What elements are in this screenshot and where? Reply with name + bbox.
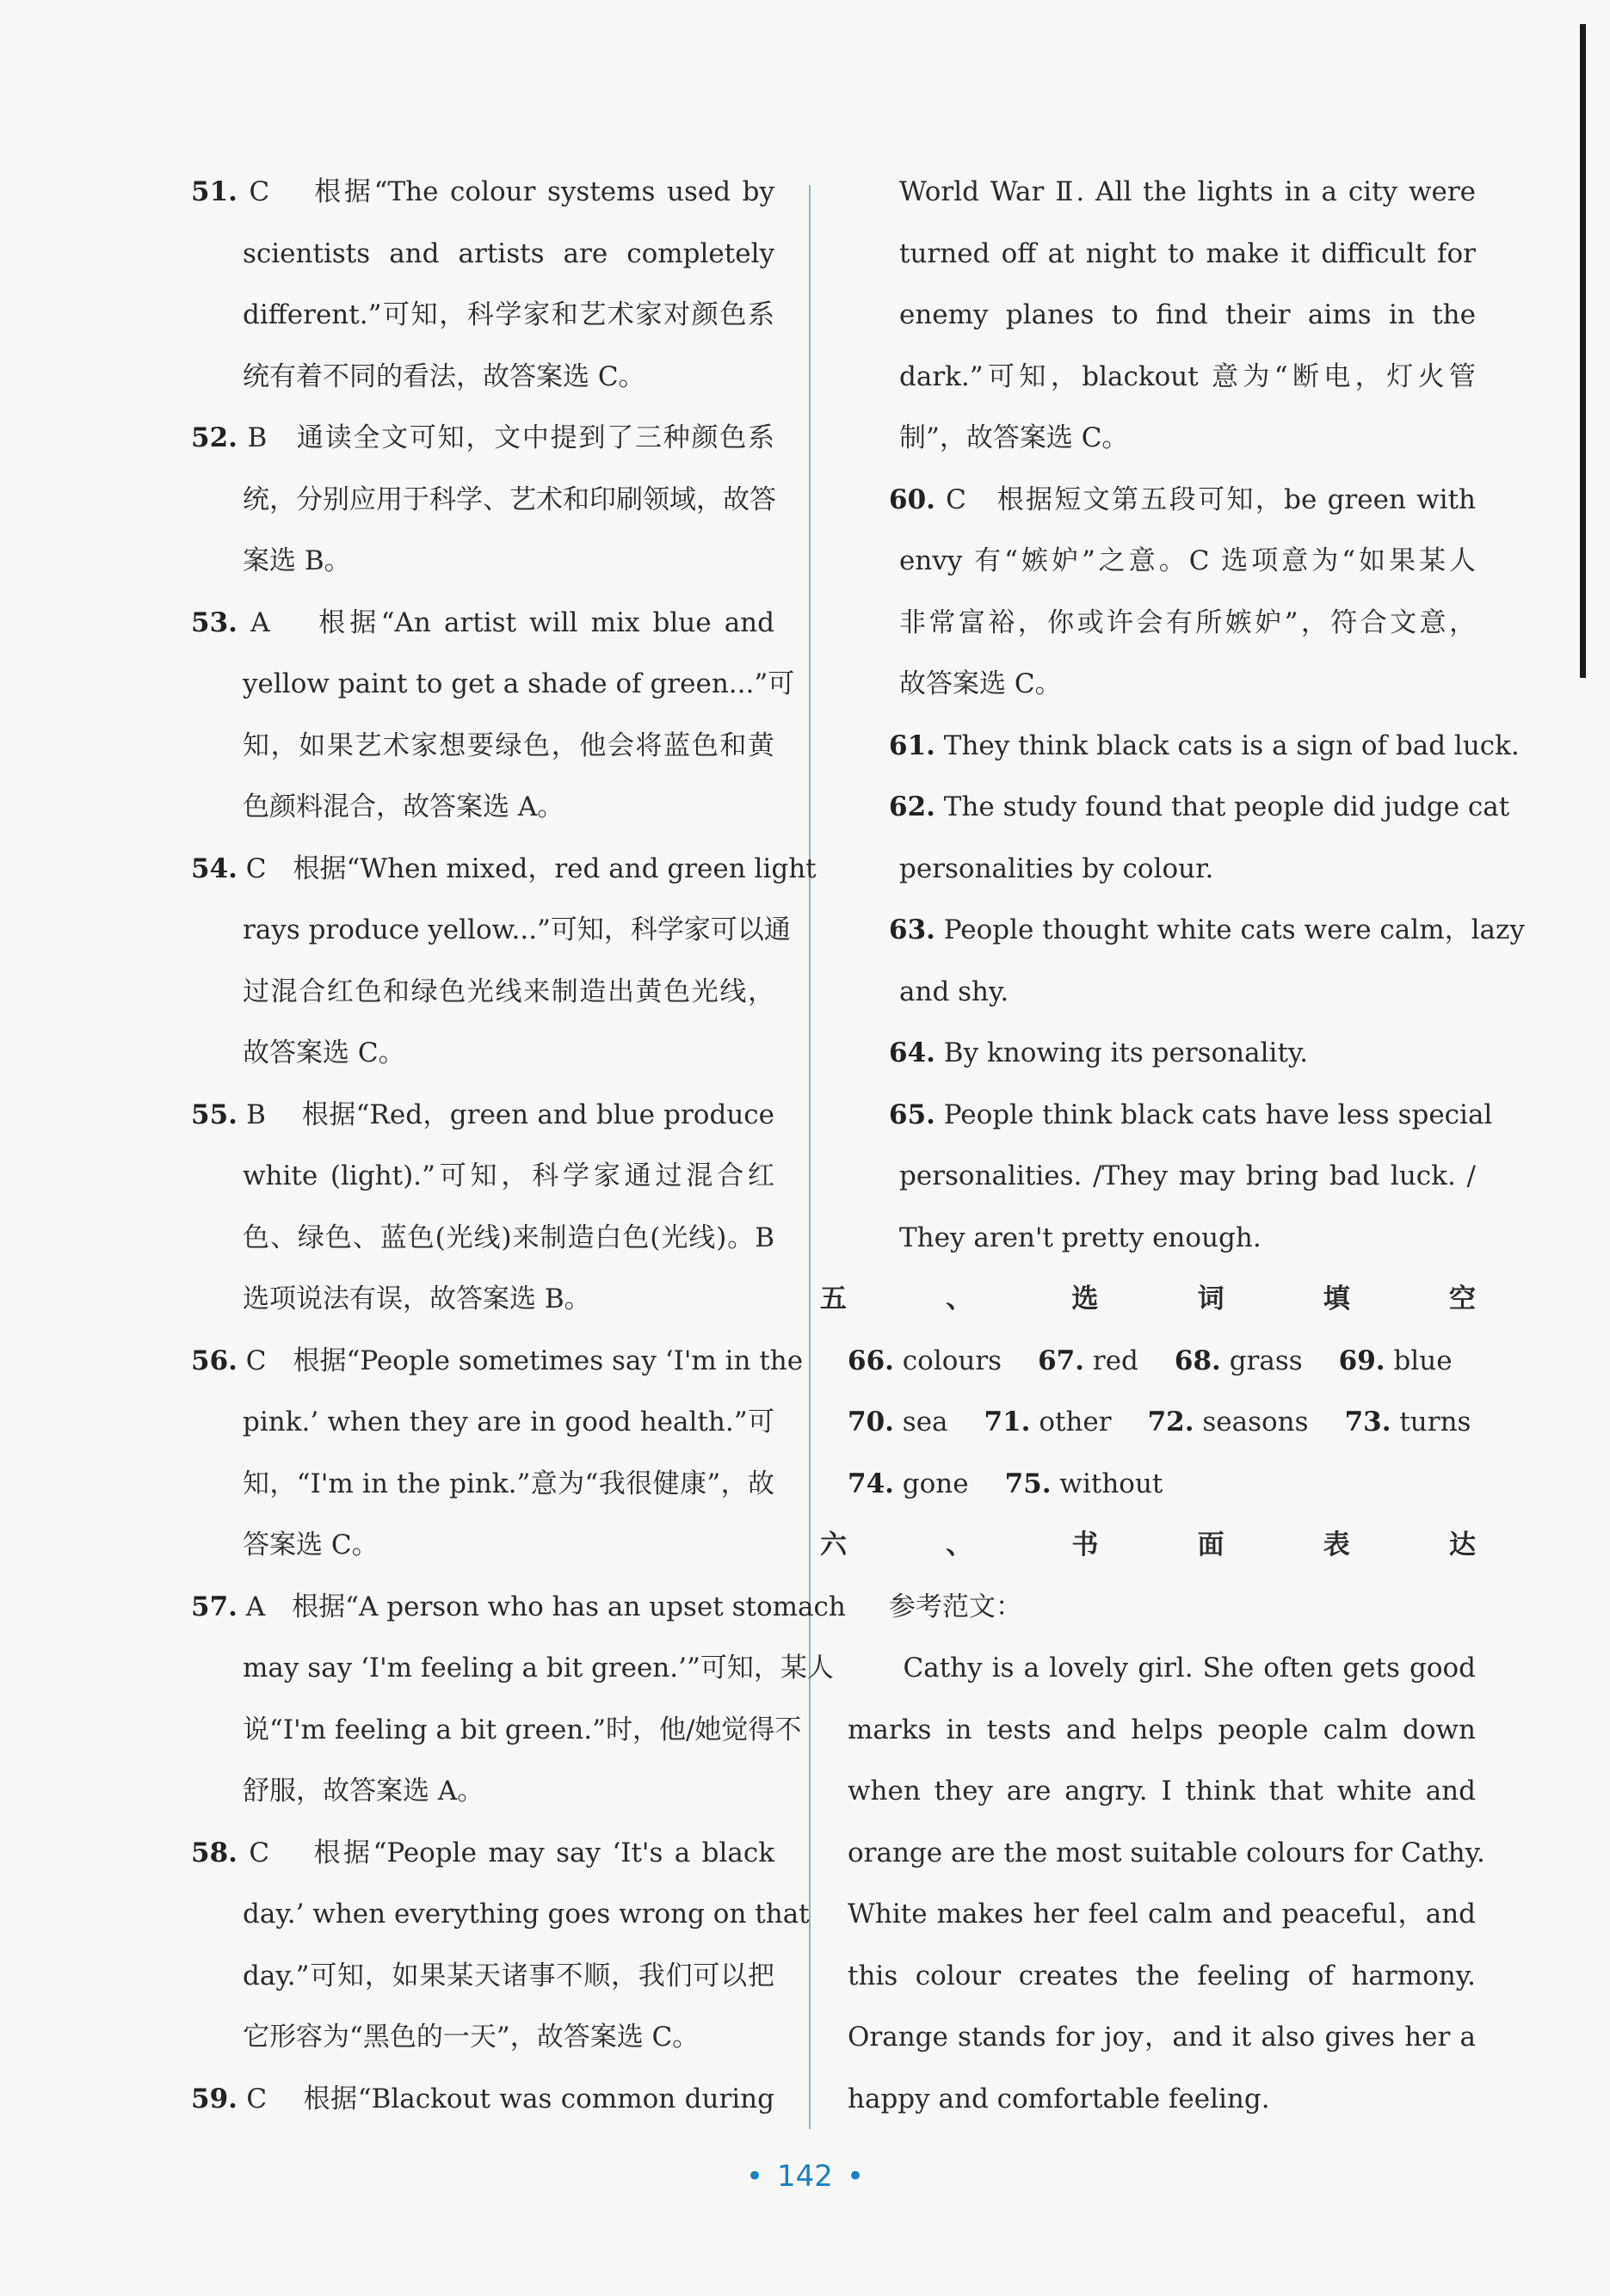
essay-line: marks in tests and helps people calm down xyxy=(848,1714,1476,1745)
line-text: B 通读全文可知，文中提到了三种颜色系 xyxy=(237,422,774,453)
line-text: envy 有“嫉妒”之意。C 选项意为“如果某人 xyxy=(899,545,1476,576)
text-line xyxy=(191,1700,802,1762)
line-text: C 根据“People may say ‘It's a black xyxy=(237,1837,774,1868)
line-text: dark.”可知，blackout 意为“断电，灯火管 xyxy=(899,360,1476,392)
line-text: World War Ⅱ. All the lights in a city were xyxy=(899,176,1476,207)
model-essay xyxy=(848,1638,1485,2130)
section-title-5: 五、选词填空 xyxy=(820,1283,1476,1314)
essay-line: Cathy is a lovely girl. She often gets good xyxy=(848,1653,1476,1684)
text-line xyxy=(191,2069,774,2131)
line-text: pink.’ when they are in good health.”可 xyxy=(243,1407,774,1437)
question-number: 62. xyxy=(889,791,935,822)
text-line xyxy=(191,531,774,593)
word-bank-answers xyxy=(848,1331,1476,1516)
answer-word: sea xyxy=(893,1407,948,1437)
question-number: 53. xyxy=(191,606,237,638)
line-text: 过混合红色和绿色光线来制造出黄色光线， xyxy=(243,976,774,1007)
line-text: different.”可知，科学家和艺术家对颜色系 xyxy=(243,299,774,330)
question-number: 70. xyxy=(848,1407,894,1437)
line-text: 色颜料混合，故答案选 A。 xyxy=(243,791,564,822)
word-bank-item xyxy=(1148,1392,1309,1454)
question-number: 52. xyxy=(191,422,237,453)
page-number-text: 142 xyxy=(777,2159,833,2194)
word-bank-item xyxy=(848,1454,969,1516)
line-text: scientists and artists are completely xyxy=(243,237,774,269)
text-line xyxy=(191,224,774,286)
text-line xyxy=(191,1269,774,1331)
text-line xyxy=(191,408,774,470)
text-line xyxy=(848,1146,1476,1208)
answer-word: seasons xyxy=(1194,1407,1309,1437)
line-text: 色、绿色、蓝色(光线)来制造白色(光线)。B xyxy=(243,1222,774,1253)
text-line xyxy=(191,1884,810,1946)
word-bank-item xyxy=(1005,1454,1163,1516)
word-bank-item xyxy=(1175,1331,1303,1393)
question-number: 56. xyxy=(191,1345,237,1376)
line-text: 它形容为“黑色的一天”，故答案选 C。 xyxy=(243,2022,700,2053)
text-line xyxy=(848,1023,1476,1085)
line-text: 知，如果艺术家想要绿色，他会将蓝色和黄 xyxy=(243,729,774,761)
text-line xyxy=(191,1638,834,1700)
line-text: 非常富裕，你或许会有所嫉妒”，符合文意， xyxy=(899,606,1476,638)
page-number: • 142 • xyxy=(745,2159,865,2194)
essay-line: Orange stands for joy，and it also gives her a xyxy=(848,2022,1476,2053)
line-text: C 根据“The colour systems used by xyxy=(237,176,774,207)
text-line xyxy=(848,593,1476,655)
text-line xyxy=(191,1823,774,1885)
line-text: 舒服，故答案选 A。 xyxy=(243,1776,484,1807)
question-number: 59. xyxy=(191,2083,237,2114)
line-text: 故答案选 C。 xyxy=(243,1037,405,1068)
line-text: A 根据“An artist will mix blue and xyxy=(237,606,774,638)
line-text: C 根据“Blackout was common during xyxy=(237,2083,774,2114)
reference-label: 参考范文： xyxy=(889,1591,1022,1622)
line-text: C 根据“People sometimes say ‘I'm in the xyxy=(237,1345,804,1376)
text-line xyxy=(191,1946,774,2008)
question-number: 54. xyxy=(191,853,237,884)
question-number: 66. xyxy=(848,1345,894,1376)
answer-word: red xyxy=(1084,1345,1138,1376)
line-text: C 根据“When mixed，red and green light xyxy=(237,853,817,884)
edge-bar xyxy=(1580,24,1586,678)
text-line xyxy=(848,531,1476,593)
question-number: 67. xyxy=(1038,1345,1085,1376)
text-line xyxy=(848,900,1525,962)
word-bank-item xyxy=(848,1331,1002,1393)
essay-line: this colour creates the feeling of harmony. xyxy=(848,1960,1476,1991)
question-number: 72. xyxy=(1147,1407,1194,1437)
word-bank-row xyxy=(848,1392,1476,1454)
line-text: personalities. /They may bring bad luck. / xyxy=(899,1160,1476,1191)
question-number: 65. xyxy=(889,1099,935,1130)
line-text: 案选 B。 xyxy=(243,545,351,576)
essay-line: when they are angry. I think that white and xyxy=(848,1776,1476,1807)
question-number: 73. xyxy=(1344,1407,1391,1437)
line-text: may say ‘I'm feeling a bit green.’”可知，某人 xyxy=(243,1653,834,1684)
word-bank-row xyxy=(848,1454,1476,1516)
line-text: and shy. xyxy=(899,976,1009,1007)
line-text: B 根据“Red，green and blue produce xyxy=(237,1099,774,1130)
line-text: 答案选 C。 xyxy=(243,1530,379,1560)
question-number: 69. xyxy=(1338,1345,1385,1376)
line-text: By knowing its personality. xyxy=(935,1037,1309,1068)
text-line xyxy=(191,2007,774,2069)
question-number: 60. xyxy=(889,483,935,515)
text-line xyxy=(848,1085,1493,1147)
line-text: C 根据短文第五段可知，be green with xyxy=(935,483,1476,515)
text-line xyxy=(848,962,1476,1024)
line-text: 统有着不同的看法，故答案选 C。 xyxy=(243,360,645,392)
answer-word: blue xyxy=(1385,1345,1453,1376)
text-line xyxy=(848,408,1476,470)
answer-word: gone xyxy=(893,1468,969,1499)
line-text: 统，分别应用于科学、艺术和印刷领域，故答 xyxy=(243,483,776,515)
text-line xyxy=(848,654,1476,716)
text-line xyxy=(848,224,1476,286)
text-line xyxy=(191,839,817,901)
text-line xyxy=(191,347,774,409)
essay-line: orange are the most suitable colours for Cathy. xyxy=(848,1837,1485,1868)
line-text: enemy planes to find their aims in the xyxy=(899,299,1476,330)
question-number: 75. xyxy=(1004,1468,1052,1499)
text-line xyxy=(848,777,1510,839)
text-line xyxy=(191,470,774,532)
question-number: 64. xyxy=(889,1037,935,1068)
text-line xyxy=(191,777,774,839)
text-line xyxy=(191,1577,846,1639)
text-line xyxy=(191,900,791,962)
word-bank-item xyxy=(1345,1392,1471,1454)
text-line xyxy=(191,1023,774,1085)
line-text: 选项说法有误，故答案选 B。 xyxy=(243,1283,591,1314)
left-column xyxy=(191,162,846,2130)
text-line xyxy=(848,1208,1476,1270)
line-text: yellow paint to get a shade of green...”可 xyxy=(243,668,795,699)
line-text: People think black cats have less special xyxy=(935,1099,1493,1130)
answer-word: grass xyxy=(1220,1345,1303,1376)
word-bank-item xyxy=(984,1392,1112,1454)
line-text: day.’ when everything goes wrong on that xyxy=(243,1899,810,1930)
question-number: 58. xyxy=(191,1837,237,1868)
section-title-6: 六、书面表达 xyxy=(820,1530,1476,1560)
line-text: They think black cats is a sign of bad luck. xyxy=(935,729,1520,761)
text-line xyxy=(191,716,774,778)
word-bank-item xyxy=(1038,1331,1138,1393)
line-text: The study found that people did judge cat xyxy=(935,791,1510,822)
text-line xyxy=(191,1454,774,1516)
line-text: 制”，故答案选 C。 xyxy=(899,422,1129,453)
text-line xyxy=(848,470,1476,532)
text-line xyxy=(191,1085,774,1147)
word-bank-item xyxy=(848,1392,948,1454)
question-number: 74. xyxy=(848,1468,894,1499)
text-line xyxy=(191,1208,774,1270)
text-line xyxy=(848,347,1476,409)
line-text: turned off at night to make it difficult for xyxy=(899,237,1476,269)
line-text: rays produce yellow...”可知，科学家可以通 xyxy=(243,914,791,945)
question-number: 55. xyxy=(191,1099,237,1130)
line-text: 知，“I'm in the pink.”意为“我很健康”，故 xyxy=(243,1468,774,1499)
text-line xyxy=(848,839,1476,901)
text-line xyxy=(191,285,774,347)
text-line xyxy=(191,1392,774,1454)
line-text: A 根据“A person who has an upset stomach xyxy=(237,1591,846,1622)
line-text: 说“I'm feeling a bit green.”时，他/她觉得不 xyxy=(243,1714,802,1745)
line-text: day.”可知，如果某天诸事不顺，我们可以把 xyxy=(243,1960,774,1991)
text-line xyxy=(191,654,795,716)
answer-word: colours xyxy=(893,1345,1002,1376)
text-line xyxy=(191,1761,774,1823)
answer-list-right xyxy=(848,162,1525,1269)
essay-line: White makes her feel calm and peaceful，and xyxy=(848,1899,1476,1930)
text-line xyxy=(191,593,774,655)
word-bank-row xyxy=(848,1331,1476,1393)
word-bank-item xyxy=(1339,1331,1453,1393)
line-text: People thought white cats were calm，lazy xyxy=(935,914,1525,945)
line-text: white (light).”可知，科学家通过混合红 xyxy=(243,1160,774,1191)
question-number: 71. xyxy=(984,1407,1031,1437)
question-number: 61. xyxy=(889,729,935,761)
text-line xyxy=(191,162,774,224)
column-divider xyxy=(809,185,811,2129)
text-line xyxy=(848,716,1520,778)
question-number: 68. xyxy=(1174,1345,1221,1376)
text-line xyxy=(191,1331,804,1393)
text-line xyxy=(191,962,774,1024)
answer-word: without xyxy=(1051,1468,1163,1499)
question-number: 57. xyxy=(191,1591,237,1622)
line-text: 故答案选 C。 xyxy=(899,668,1062,699)
essay-line: happy and comfortable feeling. xyxy=(848,2083,1270,2114)
text-line xyxy=(191,1515,774,1577)
text-line xyxy=(191,1146,774,1208)
line-text: They aren't pretty enough. xyxy=(899,1222,1261,1253)
answer-word: other xyxy=(1030,1407,1112,1437)
question-number: 63. xyxy=(889,914,935,945)
line-text: personalities by colour. xyxy=(899,853,1214,884)
question-number: 51. xyxy=(191,176,237,207)
text-line xyxy=(848,285,1476,347)
right-column xyxy=(820,162,1525,2130)
answer-word: turns xyxy=(1391,1407,1471,1437)
text-line xyxy=(848,162,1476,224)
